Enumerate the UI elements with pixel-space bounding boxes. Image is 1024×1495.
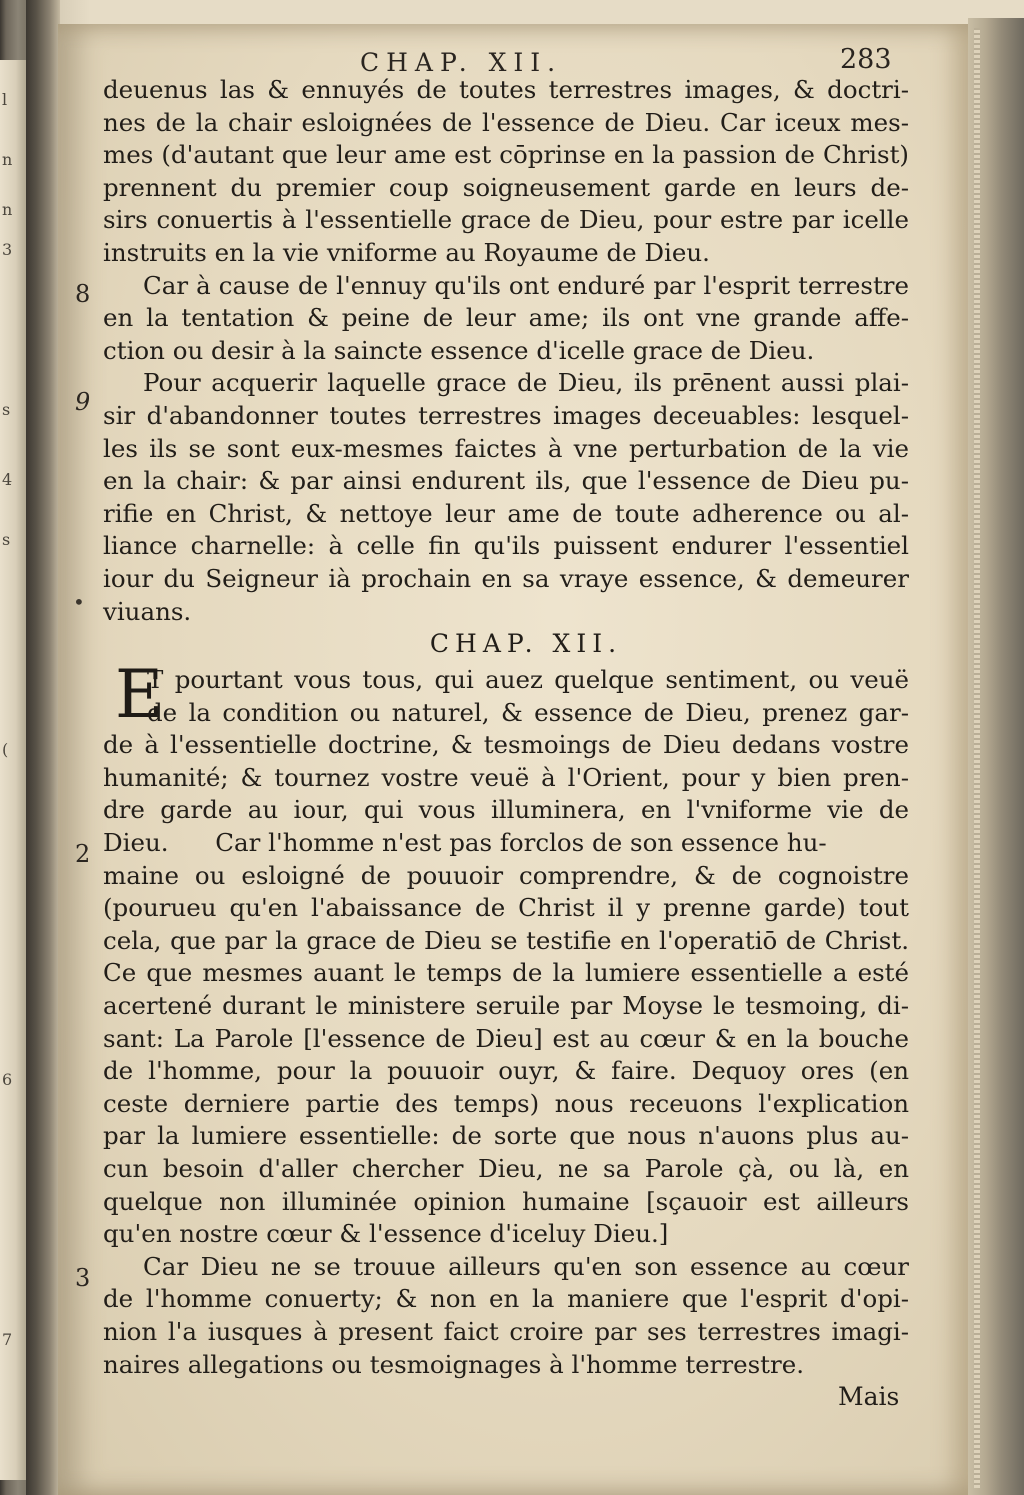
text-line: qu'en nostre cœur & l'essence d'iceluy Dieu.] (103, 1219, 669, 1249)
text-line: sirs conuertis à l'essentielle grace de Dieu, pour estre par icelle (103, 205, 909, 235)
right-page-edge (968, 18, 1024, 1495)
text-line: prennent du premier coup soigneusement garde en leurs de- (103, 172, 909, 202)
text-line: nes de la chair esloignées de l'essence de Dieu. Car iceux mes- (103, 107, 909, 137)
margin-dot: • (73, 590, 85, 614)
text-line: sant: La Parole [l'essence de Dieu] est au cœur & en la bouche (103, 1023, 909, 1053)
text-line: mes (d'autant que leur ame est cōprinse en la passion de Christ) (103, 140, 909, 170)
text-line: les ils se sont eux-mesmes faictes à vne perturbation de la vie (103, 433, 909, 463)
margin-fragment: 4 (2, 470, 13, 489)
text-line: de la condition ou naturel, & essence de Dieu, prenez gar- (147, 697, 909, 727)
verse-number-8: 8 (75, 280, 91, 308)
text-line: rifie en Christ, & nettoye leur ame de toute adherence ou al- (103, 498, 909, 528)
verse-number-2: 2 (75, 840, 91, 868)
margin-fragment: 3 (2, 240, 13, 259)
margin-fragment: 7 (2, 1330, 13, 1349)
chapter-heading: CHAP. XII. (429, 629, 623, 659)
book-gutter (26, 0, 60, 1495)
text-line: de l'homme conuerty; & non en la maniere que l'esprit d'opi- (103, 1284, 909, 1314)
text-line: naires allegations ou tesmoignages à l'homme terrestre. (103, 1349, 805, 1379)
text-line: dre garde au iour, qui vous illuminera, en l'vniforme vie de (103, 795, 909, 825)
margin-fragment: n (2, 150, 13, 169)
text-line: humanité; & tournez vostre veuë à l'Orient, pour y bien pren- (103, 762, 909, 792)
text-line: Car à cause de l'ennuy qu'ils ont enduré par l'esprit terrestre (143, 270, 909, 300)
text-line: instruits en la vie vniforme au Royaume de Dieu. (103, 237, 710, 267)
text-line: quelque non illuminée opinion humaine [sçauoir est ailleurs (103, 1186, 909, 1216)
margin-fragment: s (2, 400, 11, 419)
verse-number-9: 9 (75, 388, 91, 416)
text-line: par la lumiere essentielle: de sorte que nous n'auons plus au- (103, 1121, 909, 1151)
text-line: maine ou esloigné de pouuoir comprendre, & de cognoistre (103, 860, 909, 890)
text-line: sir d'abandonner toutes terrestres images deceuables: lesquel- (103, 400, 909, 430)
verse-number-3: 3 (75, 1264, 91, 1292)
margin-fragment: n (2, 200, 13, 219)
margin-fragment: l (2, 90, 8, 109)
text-line: en la chair: & par ainsi endurent ils, que l'essence de Dieu pu- (103, 466, 909, 496)
drop-line-text: T pourtant vous tous, qui auez quelque sentiment, ou veuë (147, 665, 909, 695)
margin-fragment: s (2, 530, 11, 549)
text-line: Pour acquerir laquelle grace de Dieu, ils prēnent aussi plai- (143, 368, 909, 398)
running-head: CHAP. XII. (360, 48, 563, 77)
body-text (103, 74, 909, 1381)
text-line: Car Dieu ne se trouue ailleurs qu'en son essence au cœur (143, 1251, 909, 1281)
text-line: Ce que mesmes auant le temps de la lumiere essentielle a esté (103, 958, 909, 988)
text-line: nion l'a iusques à present faict croire par ses terrestres imagi- (103, 1316, 909, 1346)
page-number: 283 (840, 44, 892, 75)
text-line: viuans. (103, 596, 192, 626)
text-line: acertené durant le ministere seruile par Moyse le tesmoing, di- (103, 991, 909, 1021)
text-line: Dieu. Car l'homme n'est pas forclos de son essence hu- (103, 828, 827, 858)
text-line: cun besoin d'aller chercher Dieu, ne sa Parole çà, ou là, en (103, 1154, 909, 1183)
margin-fragment: 6 (2, 1070, 13, 1089)
text-line: iour du Seigneur ià prochain en sa vraye essence, & demeurer (103, 563, 909, 593)
text-line: de à l'essentielle doctrine, & tesmoings de Dieu dedans vostre (103, 730, 909, 760)
text-line: cela, que par la grace de Dieu se testifie en l'operatiō de Christ. (103, 925, 909, 955)
text-line: de l'homme, pour la pouuoir ouyr, & faire. Dequoy ores (en (103, 1056, 909, 1086)
drop-cap: E (115, 656, 164, 734)
text-line: ction ou desir à la saincte essence d'icelle grace de Dieu. (103, 335, 815, 365)
text-line: liance charnelle: à celle fin qu'ils puissent endurer l'essentiel (103, 531, 909, 561)
text-line: en la tentation & peine de leur ame; ils ont vne grande affe- (103, 303, 909, 333)
text-line: ceste derniere partie des temps) nous receuons l'explication (103, 1088, 909, 1118)
catchword: Mais (838, 1382, 900, 1411)
text-line: (pourueu qu'en l'abaissance de Christ il y prenne garde) tout (103, 893, 909, 923)
text-line: deuenus las & ennuyés de toutes terrestres images, & doctri- (103, 75, 909, 104)
left-margin-fragments (2, 80, 18, 1380)
margin-fragment: ( (2, 740, 9, 759)
